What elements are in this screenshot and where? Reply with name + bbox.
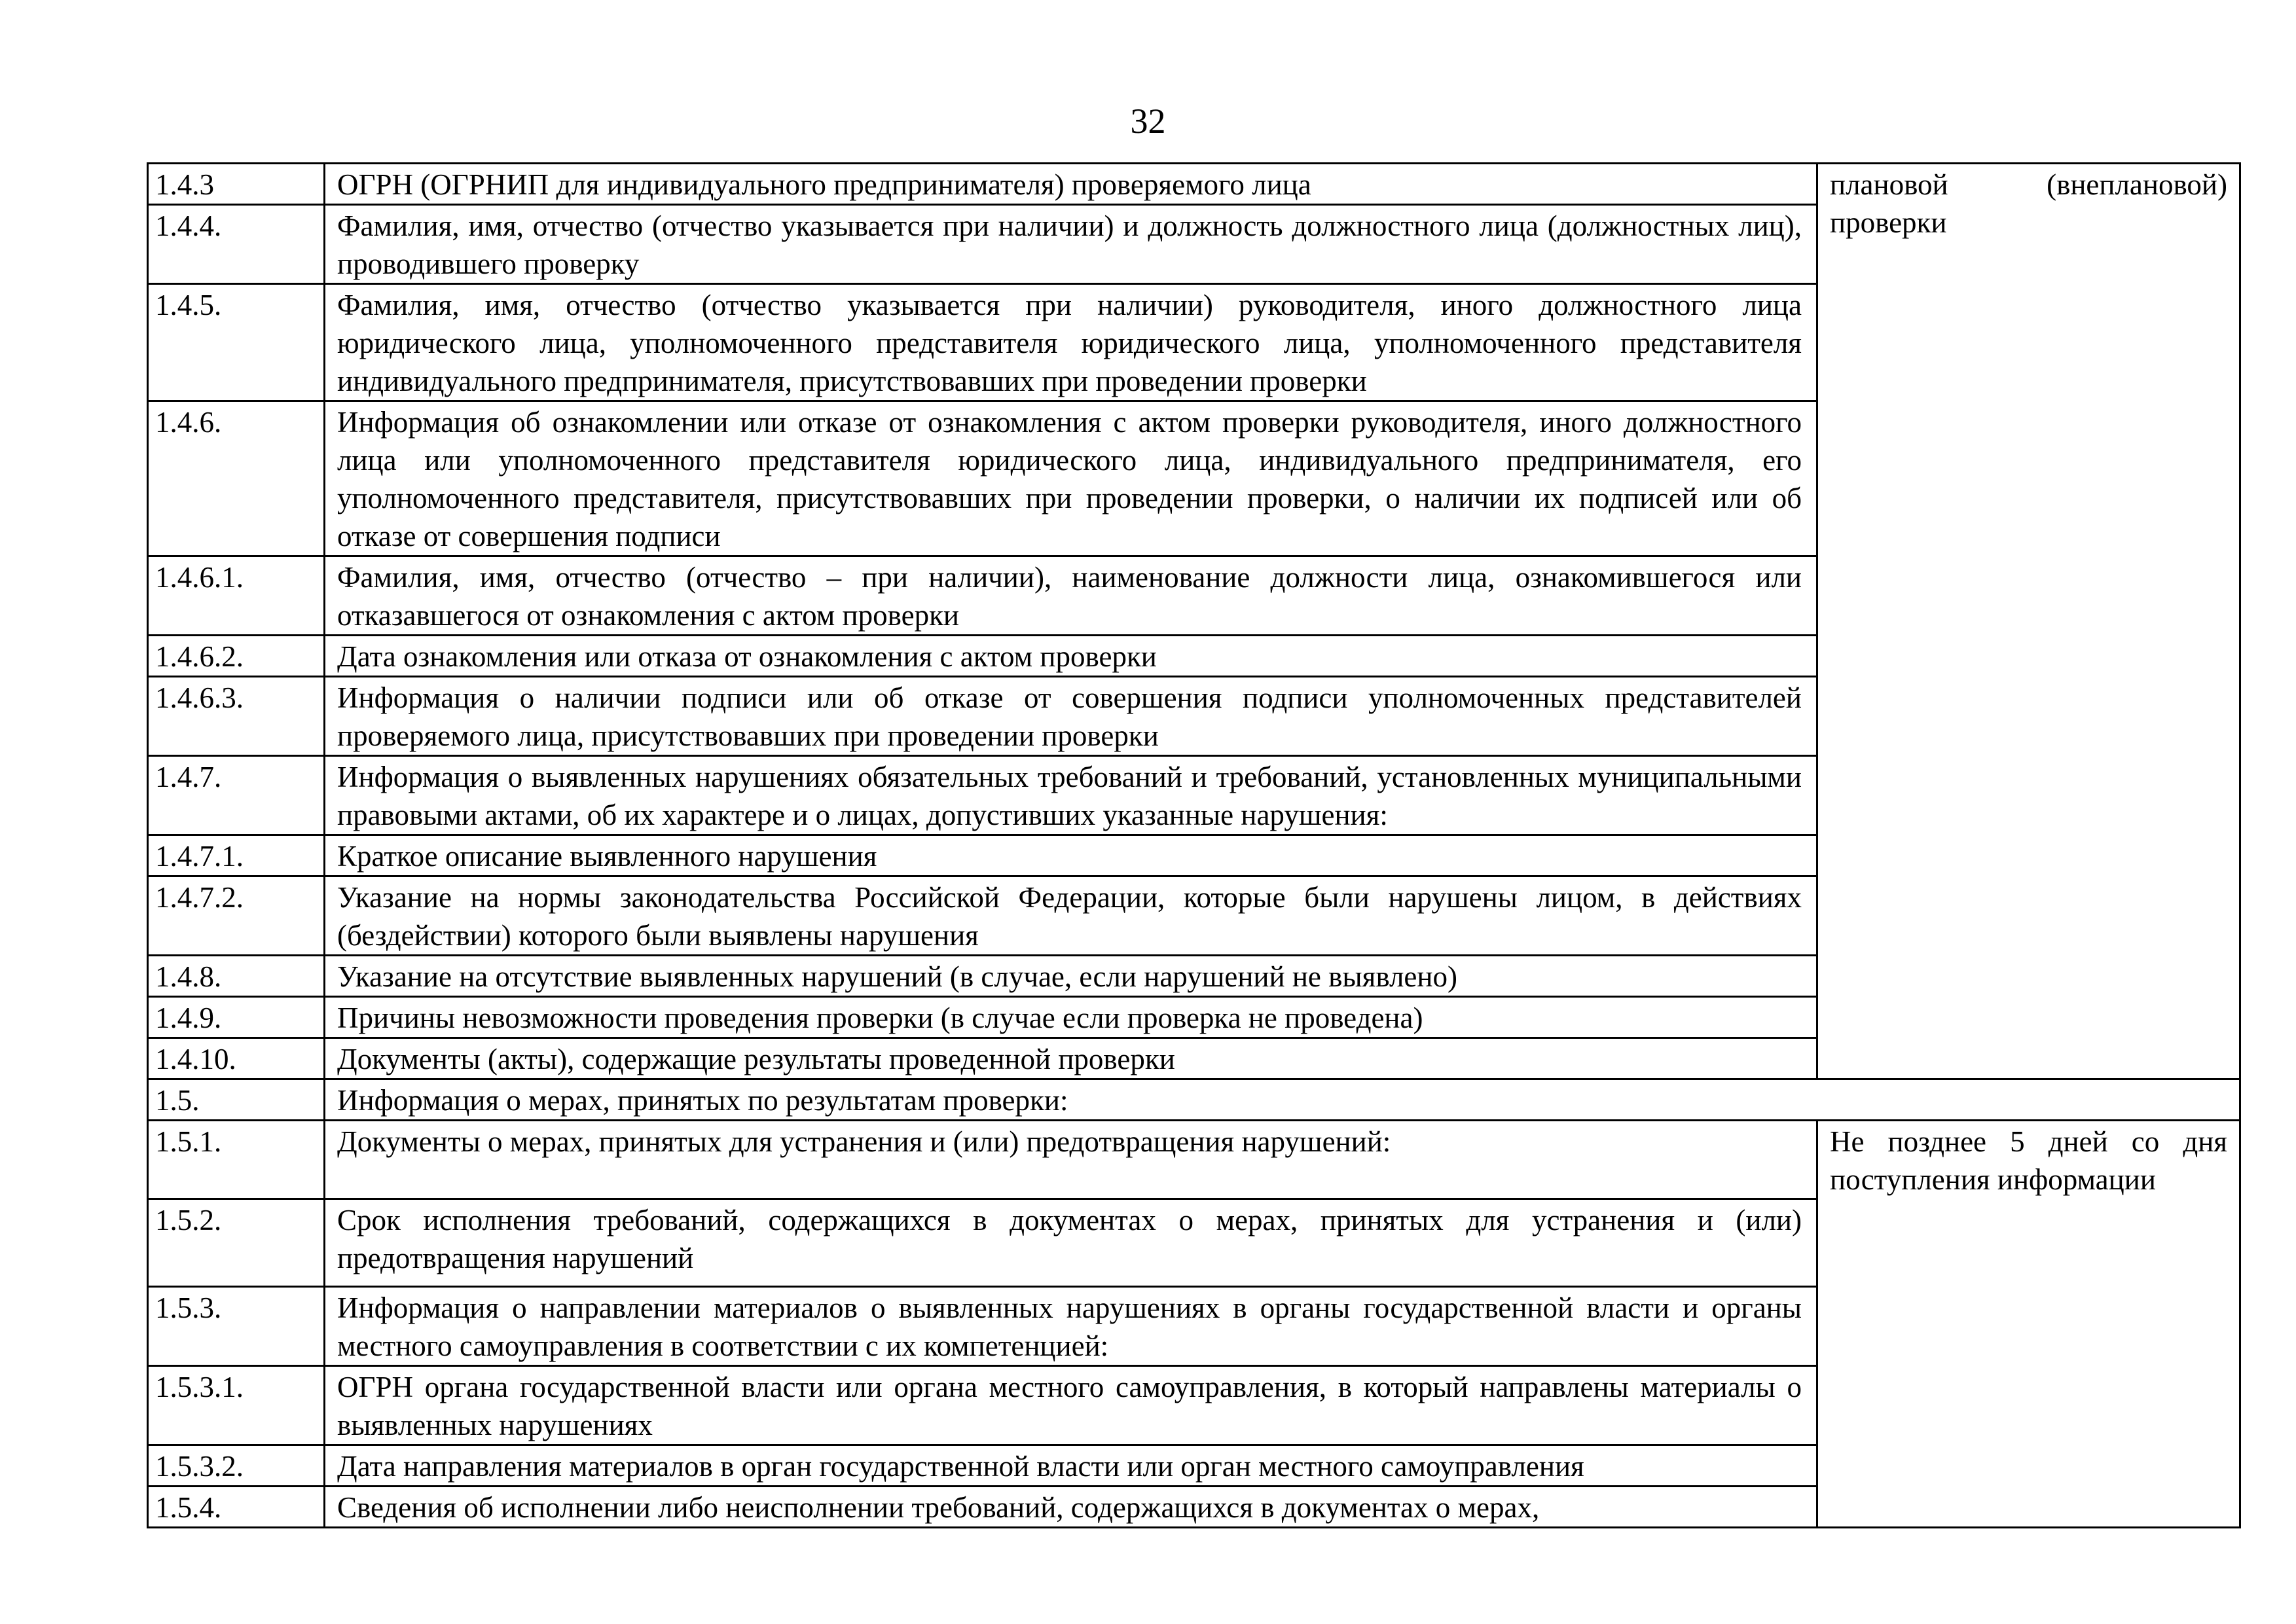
page-number: 32 bbox=[1130, 101, 1166, 141]
row-description: Фамилия, имя, отчество (отчество указывается при наличии) и должность должностного лица (должностных лиц), проводившего проверку bbox=[325, 205, 1817, 284]
row-description: Дата направления материалов в орган государственной власти или орган местного самоуправления bbox=[325, 1445, 1817, 1487]
row-number: 1.4.6.3. bbox=[148, 677, 325, 756]
row-number: 1.4.5. bbox=[148, 284, 325, 401]
row-description: Краткое описание выявленного нарушения bbox=[325, 835, 1817, 876]
row-number: 1.4.10. bbox=[148, 1038, 325, 1079]
row-description: ОГРН органа государственной власти или органа местного самоуправления, в который направлены материалы о выявленных нарушениях bbox=[325, 1366, 1817, 1445]
row-number: 1.4.4. bbox=[148, 205, 325, 284]
row-number: 1.5.3.2. bbox=[148, 1445, 325, 1487]
row-description: Причины невозможности проведения проверки (в случае если проверка не проведена) bbox=[325, 997, 1817, 1038]
row-description: Фамилия, имя, отчество (отчество – при наличии), наименование должности лица, ознакомившегося или отказавшегося от ознакомления с актом проверки bbox=[325, 556, 1817, 636]
row-number: 1.4.8. bbox=[148, 956, 325, 997]
row-number: 1.5.2. bbox=[148, 1199, 325, 1287]
row-description: Документы о мерах, принятых для устранения и (или) предотвращения нарушений: bbox=[325, 1121, 1817, 1199]
row-description: Указание на отсутствие выявленных нарушений (в случае, если нарушений не выявлено) bbox=[325, 956, 1817, 997]
row-description: Информация об ознакомлении или отказе от ознакомления с актом проверки руководителя, иного должностного лица или уполномоченного представителя юридического лица, индивидуального предпринимателя, его уполномоченного представителя, присутствовавших при проведении проверки, о наличии их подписей или об отказе от совершения подписи bbox=[325, 401, 1817, 556]
row-description: Сведения об исполнении либо неисполнении требований, содержащихся в документах о мерах, bbox=[325, 1487, 1817, 1528]
row-number: 1.4.6. bbox=[148, 401, 325, 556]
row-number: 1.4.3 bbox=[148, 164, 325, 205]
row-number: 1.4.7. bbox=[148, 756, 325, 835]
row-number: 1.5.3. bbox=[148, 1287, 325, 1366]
row-number: 1.5. bbox=[148, 1079, 325, 1121]
row-number: 1.5.3.1. bbox=[148, 1366, 325, 1445]
row-number: 1.4.7.2. bbox=[148, 876, 325, 956]
deadline-cell: плановой (внеплановой) проверки bbox=[1817, 164, 2240, 1079]
table-row bbox=[148, 164, 2240, 205]
row-number: 1.4.6.1. bbox=[148, 556, 325, 636]
row-description: Фамилия, имя, отчество (отчество указывается при наличии) руководителя, иного должностного лица юридического лица, уполномоченного представителя юридического лица, уполномоченного представителя индивидуального предпринимателя, присутствовавших при проведении проверки bbox=[325, 284, 1817, 401]
deadline-cell: Не позднее 5 дней со дня поступления информации bbox=[1817, 1121, 2240, 1528]
row-description: Документы (акты), содержащие результаты проведенной проверки bbox=[325, 1038, 1817, 1079]
row-number: 1.4.7.1. bbox=[148, 835, 325, 876]
row-description: Указание на нормы законодательства Российской Федерации, которые были нарушены лицом, в действиях (бездействии) которого были выявлены нарушения bbox=[325, 876, 1817, 956]
section-header-row bbox=[148, 1079, 2240, 1121]
row-description: ОГРН (ОГРНИП для индивидуального предпринимателя) проверяемого лица bbox=[325, 164, 1817, 205]
row-description: Информация о выявленных нарушениях обязательных требований и требований, установленных муниципальными правовыми актами, об их характере и о лицах, допустивших указанные нарушения: bbox=[325, 756, 1817, 835]
table-row bbox=[148, 1121, 2240, 1199]
row-description: Дата ознакомления или отказа от ознакомления с актом проверки bbox=[325, 636, 1817, 677]
row-description: Информация о направлении материалов о выявленных нарушениях в органы государственной власти и органы местного самоуправления в соответствии с их компетенцией: bbox=[325, 1287, 1817, 1366]
row-description: Срок исполнения требований, содержащихся в документах о мерах, принятых для устранения и (или) предотвращения нарушений bbox=[325, 1199, 1817, 1287]
row-number: 1.5.1. bbox=[148, 1121, 325, 1199]
section-header-text: Информация о мерах, принятых по результатам проверки: bbox=[325, 1079, 2240, 1121]
requirements-table bbox=[147, 162, 2241, 1528]
row-description: Информация о наличии подписи или об отказе от совершения подписи уполномоченных представителей проверяемого лица, присутствовавших при проведении проверки bbox=[325, 677, 1817, 756]
row-number: 1.4.9. bbox=[148, 997, 325, 1038]
row-number: 1.4.6.2. bbox=[148, 636, 325, 677]
row-number: 1.5.4. bbox=[148, 1487, 325, 1528]
